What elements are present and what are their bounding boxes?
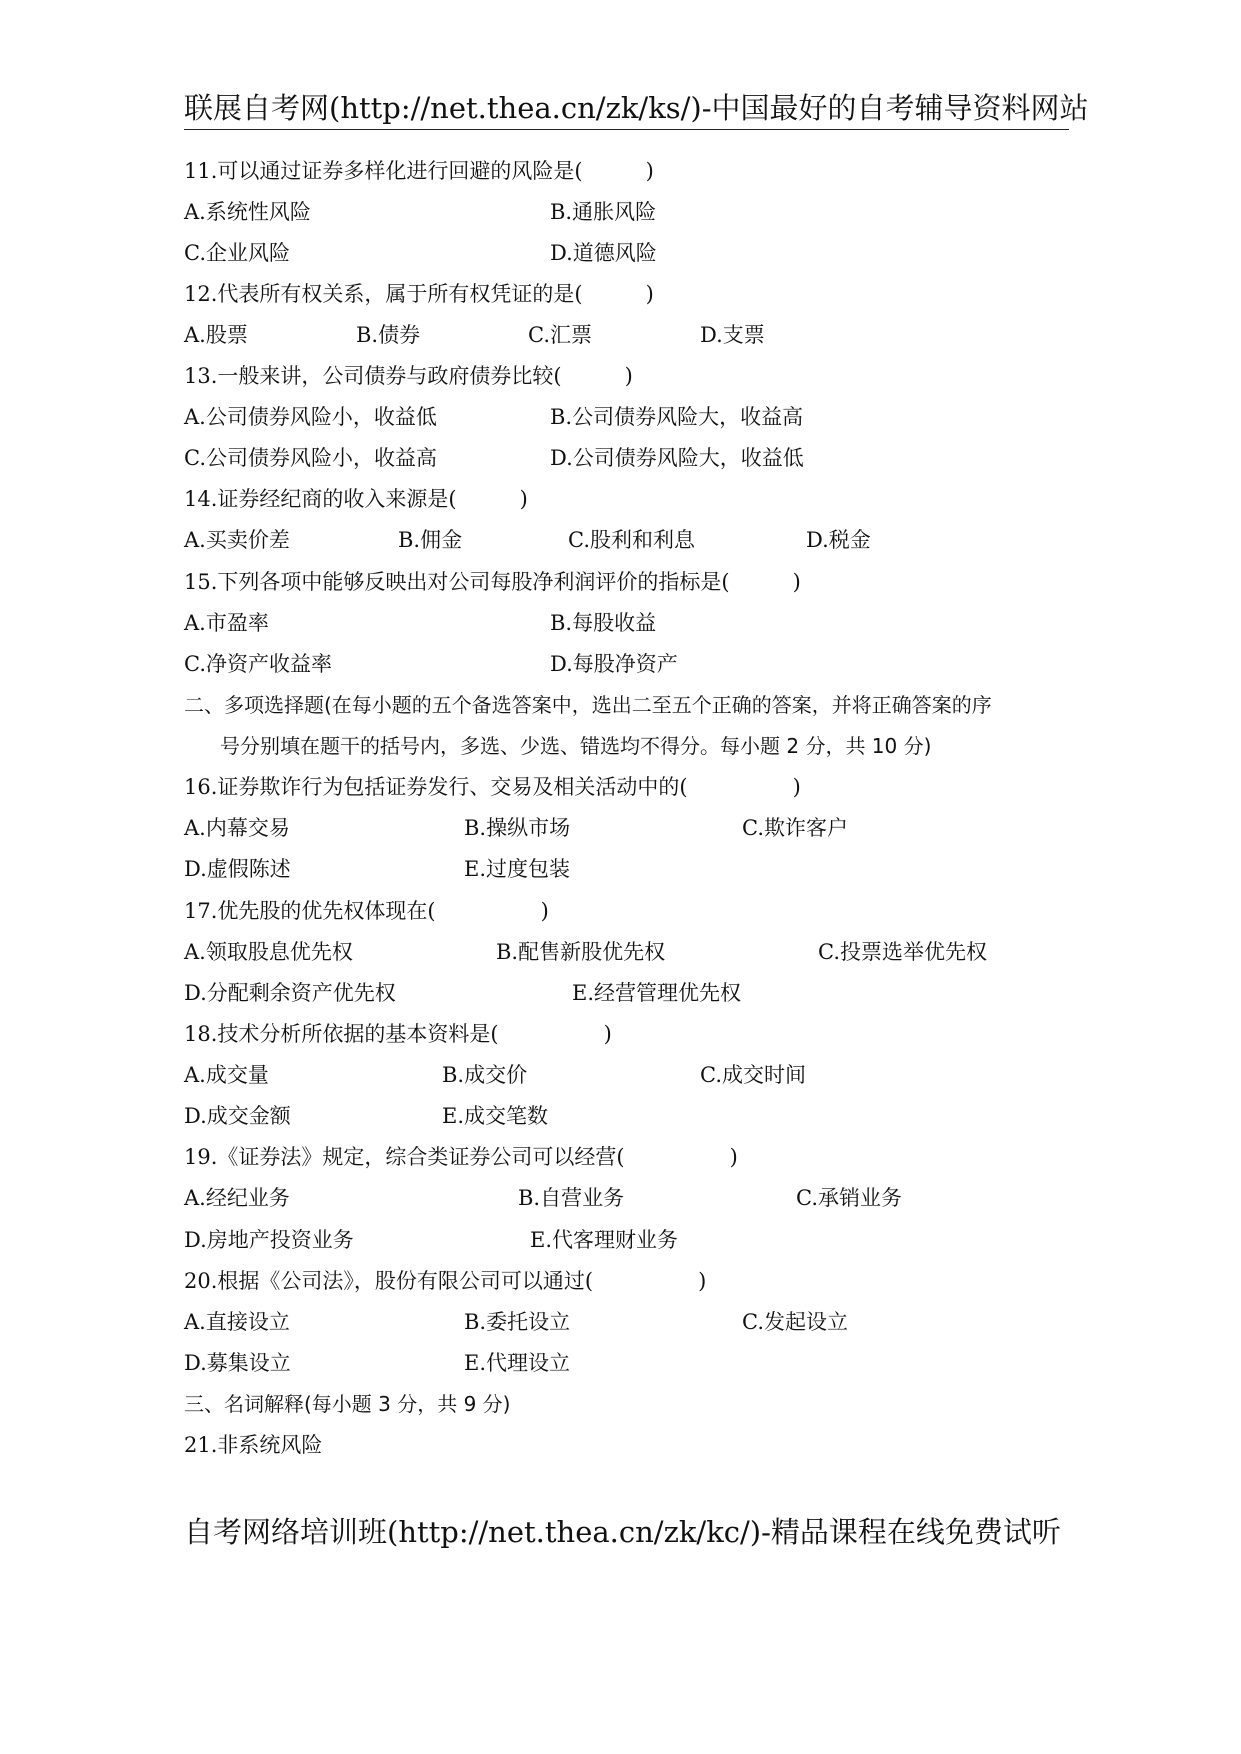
option-e: E.过度包装	[464, 857, 571, 881]
option-a: A.市盈率	[184, 611, 269, 635]
option-a: A.股票	[184, 323, 248, 347]
option-d: D.支票	[700, 323, 765, 347]
option-b: B.每股收益	[550, 611, 657, 635]
option-d: D.募集设立	[184, 1351, 291, 1375]
option-a: A.经纪业务	[184, 1186, 290, 1210]
option-c: C.发起设立	[742, 1310, 848, 1334]
option-a: A.成交量	[184, 1063, 269, 1087]
option-c: C.股利和利息	[568, 528, 695, 552]
question-12-stem: 12.代表所有权关系，属于所有权凭证的是( )	[184, 282, 654, 306]
section-2-heading: 二、多项选择题(在每小题的五个备选答案中，选出二至五个正确的答案，并将正确答案的序	[184, 693, 992, 717]
option-a: A.公司债券风险小，收益低	[184, 405, 437, 429]
option-d: D.分配剩余资产优先权	[184, 981, 396, 1005]
question-19-stem: 19.《证券法》规定，综合类证券公司可以经营( )	[184, 1145, 738, 1169]
option-d: D.房地产投资业务	[184, 1228, 354, 1252]
option-a: A.领取股息优先权	[184, 940, 353, 964]
section-2-heading-cont: 号分别填在题干的括号内，多选、少选、错选均不得分。每小题 2 分，共 10 分)	[220, 734, 932, 758]
option-d: D.每股净资产	[550, 652, 678, 676]
option-c: C.企业风险	[184, 241, 290, 265]
option-a: A.系统性风险	[184, 200, 311, 224]
question-17-stem: 17.优先股的优先权体现在( )	[184, 899, 549, 923]
question-18-stem: 18.技术分析所依据的基本资料是( )	[184, 1022, 612, 1046]
option-c: C.欺诈客户	[742, 816, 848, 840]
option-e: E.成交笔数	[442, 1104, 549, 1128]
option-e: E.代理设立	[464, 1351, 571, 1375]
question-13-stem: 13.一般来讲，公司债券与政府债券比较( )	[184, 364, 633, 388]
question-21-stem: 21.非系统风险	[184, 1433, 323, 1457]
option-b: B.委托设立	[464, 1310, 571, 1334]
option-d: D.公司债券风险大，收益低	[550, 446, 804, 470]
option-b: B.自营业务	[518, 1186, 625, 1210]
question-20-stem: 20.根据《公司法》，股份有限公司可以通过( )	[184, 1269, 707, 1293]
option-c: C.汇票	[528, 323, 592, 347]
option-c: C.公司债券风险小，收益高	[184, 446, 437, 470]
option-d: D.税金	[806, 528, 871, 552]
option-c: C.承销业务	[796, 1186, 902, 1210]
option-b: B.操纵市场	[464, 816, 571, 840]
option-d: D.成交金额	[184, 1104, 291, 1128]
option-d: D.虚假陈述	[184, 857, 291, 881]
header-rule	[184, 129, 1069, 130]
option-b: B.公司债券风险大，收益高	[550, 405, 804, 429]
option-e: E.代客理财业务	[530, 1228, 679, 1252]
option-a: A.内幕交易	[184, 816, 290, 840]
page-footer: 自考网络培训班(http://net.thea.cn/zk/kc/)-精品课程在线免费试听	[184, 1515, 1061, 1549]
option-a: A.买卖价差	[184, 528, 290, 552]
question-15-stem: 15.下列各项中能够反映出对公司每股净利润评价的指标是( )	[184, 570, 801, 594]
question-11-stem: 11.可以通过证券多样化进行回避的风险是( )	[184, 159, 654, 183]
option-e: E.经营管理优先权	[572, 981, 742, 1005]
option-a: A.直接设立	[184, 1310, 290, 1334]
option-b: B.佣金	[398, 528, 463, 552]
option-b: B.通胀风险	[550, 200, 657, 224]
option-c: C.净资产收益率	[184, 652, 332, 676]
option-b: B.成交价	[442, 1063, 528, 1087]
question-14-stem: 14.证券经纪商的收入来源是( )	[184, 487, 528, 511]
question-16-stem: 16.证券欺诈行为包括证券发行、交易及相关活动中的( )	[184, 775, 801, 799]
option-c: C.成交时间	[700, 1063, 806, 1087]
section-3-heading: 三、名词解释(每小题 3 分，共 9 分)	[184, 1392, 511, 1416]
option-b: B.配售新股优先权	[496, 940, 666, 964]
page-header: 联展自考网(http://net.thea.cn/zk/ks/)-中国最好的自考辅导资料网站	[184, 91, 1089, 125]
option-d: D.道德风险	[550, 241, 657, 265]
option-b: B.债券	[356, 323, 421, 347]
option-c: C.投票选举优先权	[818, 940, 987, 964]
